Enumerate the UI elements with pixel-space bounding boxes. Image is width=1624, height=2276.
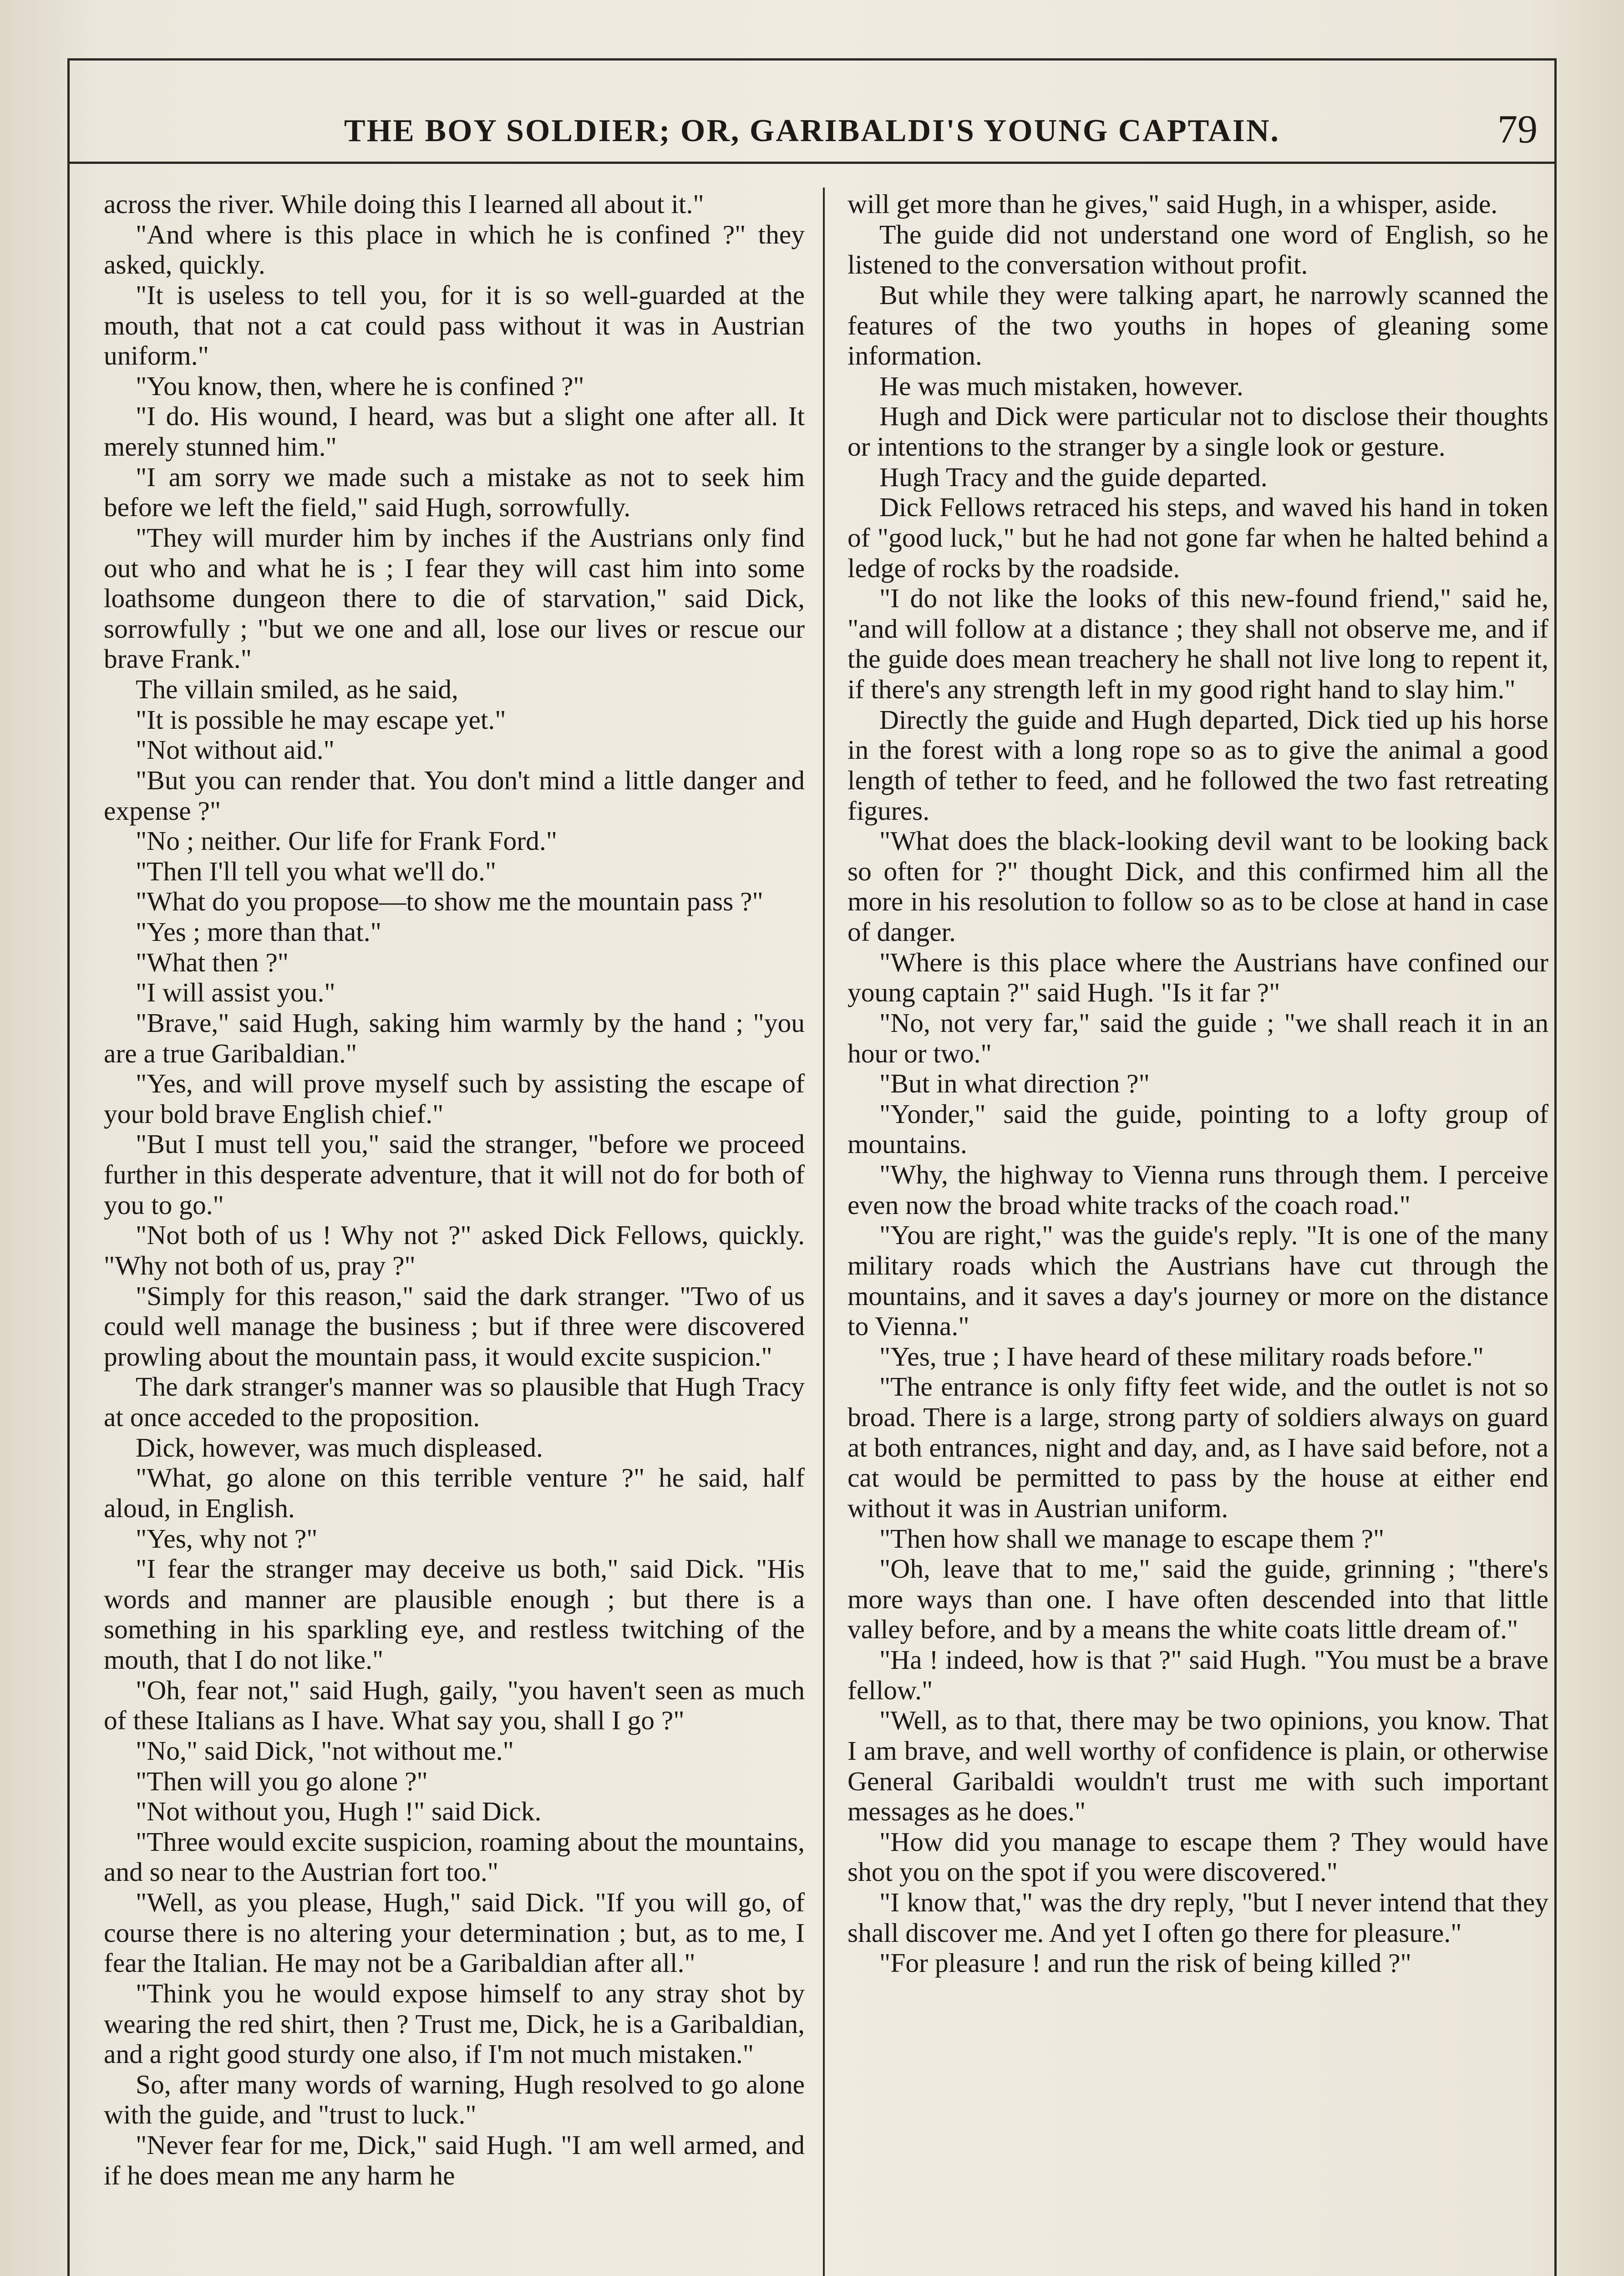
paragraph: "Yes, true ; I have heard of these military roads before."	[879, 1341, 1484, 1372]
paragraph: "Well, as to that, there may be two opinions, you know. That I am brave, and well worthy of confidence is plain, or otherwise General Garibaldi wouldn't trust me with such important messages as he does."	[848, 1705, 1548, 1827]
paragraph: "But in what direction ?"	[879, 1068, 1150, 1099]
page-header	[68, 105, 1556, 159]
paragraph: "You know, then, where he is confined ?"	[136, 371, 584, 401]
paragraph: across the river. While doing this I learned all about it."	[104, 189, 704, 219]
paragraph: "Ha ! indeed, how is that ?" said Hugh. "You must be a brave fellow."	[848, 1645, 1548, 1705]
paragraph: "The entrance is only fifty feet wide, and the outlet is not so broad. There is a large, strong party of soldiers always on guard at both entrances, night and day, and, as I have said before, not a cat would be permitted to pass by the house at either end without it was in Austrian uniform.	[848, 1372, 1548, 1523]
paragraph: "Brave," said Hugh, saking him warmly by the hand ; "you are a true Garibaldian."	[104, 1007, 805, 1068]
paragraph: "Think you he would expose himself to any stray shot by wearing the red shirt, then ? Trust me, Dick, he is a Garibaldian, and a right good sturdy one also, if I'm not much mistaken."	[104, 1978, 805, 2069]
paragraph: The guide did not understand one word of English, so he listened to the conversation without profit.	[848, 219, 1548, 280]
running-title: THE BOY SOLDIER; OR, GARIBALDI'S YOUNG CAPTAIN.	[344, 113, 1280, 148]
paragraph: "What do you propose—to show me the mountain pass ?"	[136, 886, 763, 917]
paragraph: "Where is this place where the Austrians have confined our young captain ?" said Hugh. "Is it far ?"	[848, 947, 1548, 1008]
paragraph: "Then will you go alone ?"	[136, 1766, 428, 1796]
paragraph: "I know that," was the dry reply, "but I never intend that they shall discover me. And yet I often go there for pleasure."	[848, 1887, 1548, 1948]
header-rule	[68, 162, 1556, 164]
paragraph: "I am sorry we made such a mistake as not to seek him before we left the field," said Hugh, sorrowfully.	[104, 462, 805, 523]
paragraph: "Never fear for me, Dick," said Hugh. "I am well armed, and if he does mean me any harm he	[104, 2130, 805, 2190]
paragraph: "It is possible he may escape yet."	[136, 704, 506, 735]
paragraph: "They will murder him by inches if the Austrians only find out who and what he is ; I fear they will cast him into some loathsome dungeon there to die of starvation," said Dick, sorrowfully ; "but we one and all, lose our lives or rescue our brave Frank."	[104, 522, 805, 674]
paragraph: "No," said Dick, "not without me."	[136, 1735, 514, 1766]
paragraph: "Well, as you please, Hugh," said Dick. "If you will go, of course there is no altering your determination ; but, as to me, I fear the Italian. He may not be a Garibaldian after all."	[104, 1887, 805, 1978]
paragraph: "Oh, fear not," said Hugh, gaily, "you haven't seen as much of these Italians as I have. What say you, shall I go ?"	[104, 1675, 805, 1736]
paragraph: The villain smiled, as he said,	[136, 674, 458, 704]
paragraph: He was much mistaken, however.	[879, 371, 1243, 401]
paragraph: Hugh and Dick were particular not to disclose their thoughts or intentions to the stranger by a single look or gesture.	[848, 401, 1548, 462]
paragraph: "Yes, why not ?"	[136, 1523, 318, 1554]
paragraph: The dark stranger's manner was so plausible that Hugh Tracy at once acceded to the proposition.	[104, 1372, 805, 1432]
paragraph: Dick, however, was much displeased.	[136, 1432, 543, 1463]
paragraph: "But I must tell you," said the stranger, "before we proceed further in this desperate adventure, that it will not do for both of you to go."	[104, 1129, 805, 1220]
paragraph: "For pleasure ! and run the risk of being killed ?"	[879, 1948, 1411, 1978]
paragraph: "Oh, leave that to me," said the guide, grinning ; "there's more ways than one. I have often descended into that little valley before, and by a means the white coats little dream of."	[848, 1554, 1548, 1645]
paragraph: "And where is this place in which he is confined ?" they asked, quickly.	[104, 219, 805, 280]
paragraph: "I fear the stranger may deceive us both," said Dick. "His words and manner are plausible enough ; but there is a something in his sparkling eye, and restless twitching of the mouth, that I do not like."	[104, 1554, 805, 1675]
paragraph: Hugh Tracy and the guide departed.	[879, 462, 1268, 492]
paragraph: "Then I'll tell you what we'll do."	[136, 856, 497, 886]
paragraph: "Not without aid."	[136, 735, 335, 765]
paragraph: "Then how shall we manage to escape them ?"	[879, 1523, 1385, 1554]
paragraph: "What then ?"	[136, 947, 289, 977]
paragraph: "No ; neither. Our life for Frank Ford."	[136, 826, 558, 856]
paragraph: "Yes ; more than that."	[136, 917, 381, 947]
paragraph: "Not without you, Hugh !" said Dick.	[136, 1796, 542, 1827]
paragraph: So, after many words of warning, Hugh resolved to go alone with the guide, and "trust to luck."	[104, 2069, 805, 2130]
paragraph: "What does the black-looking devil want to be looking back so often for ?" thought Dick, and this confirmed him all the more in his resolution to follow so as to be close at hand in case of danger.	[848, 826, 1548, 947]
text-column-left	[104, 189, 805, 2276]
text-column-right	[848, 189, 1548, 2276]
paragraph: "You are right," was the guide's reply. "It is one of the many military roads which the Austrians have cut through the mountains, and it saves a day's journey or more on the distance to Vienna."	[848, 1220, 1548, 1341]
paragraph: will get more than he gives," said Hugh, in a whisper, aside.	[848, 189, 1498, 219]
paragraph: "I do. His wound, I heard, was but a slight one after all. It merely stunned him."	[104, 401, 805, 462]
paragraph: "I will assist you."	[136, 977, 335, 1008]
paragraph: Dick Fellows retraced his steps, and waved his hand in token of "good luck," but he had not gone far when he halted behind a ledge of rocks by the roadside.	[848, 492, 1548, 583]
paragraph: "Simply for this reason," said the dark stranger. "Two of us could well manage the business ; but if three were discovered prowling about the mountain pass, it would excite suspicion."	[104, 1280, 805, 1372]
page-number: 79	[1497, 107, 1538, 152]
paragraph: "Three would excite suspicion, roaming about the mountains, and so near to the Austrian fort too."	[104, 1826, 805, 1887]
paragraph: "Why, the highway to Vienna runs through them. I perceive even now the broad white tracks of the coach road."	[848, 1159, 1548, 1220]
paragraph: "I do not like the looks of this new-found friend," said he, "and will follow at a distance ; they shall not observe me, and if the guide does mean treachery he shall not live long to repent it, if there's any strength left in my good right hand to slay him."	[848, 583, 1548, 704]
paragraph: Directly the guide and Hugh departed, Dick tied up his horse in the forest with a long rope so as to give the animal a good length of tether to feed, and he followed the two fast retreating figures.	[848, 704, 1548, 826]
paragraph: "What, go alone on this terrible venture ?" he said, half aloud, in English.	[104, 1463, 805, 1523]
paragraph: But while they were talking apart, he narrowly scanned the features of the two youths in hopes of gleaning some information.	[848, 279, 1548, 371]
paragraph: "But you can render that. You don't mind a little danger and expense ?"	[104, 765, 805, 826]
paragraph: "Yonder," said the guide, pointing to a lofty group of mountains.	[848, 1098, 1548, 1159]
paragraph: "It is useless to tell you, for it is so well-guarded at the mouth, that not a cat could pass without it was in Austrian uniform."	[104, 279, 805, 371]
paragraph: "Yes, and will prove myself such by assisting the escape of your bold brave English chief."	[104, 1068, 805, 1129]
paragraph: "How did you manage to escape them ? They would have shot you on the spot if you were discovered."	[848, 1826, 1548, 1887]
paragraph: "Not both of us ! Why not ?" asked Dick Fellows, quickly. "Why not both of us, pray ?"	[104, 1220, 805, 1280]
paragraph: "No, not very far," said the guide ; "we shall reach it in an hour or two."	[848, 1007, 1548, 1068]
column-divider	[823, 188, 825, 2276]
